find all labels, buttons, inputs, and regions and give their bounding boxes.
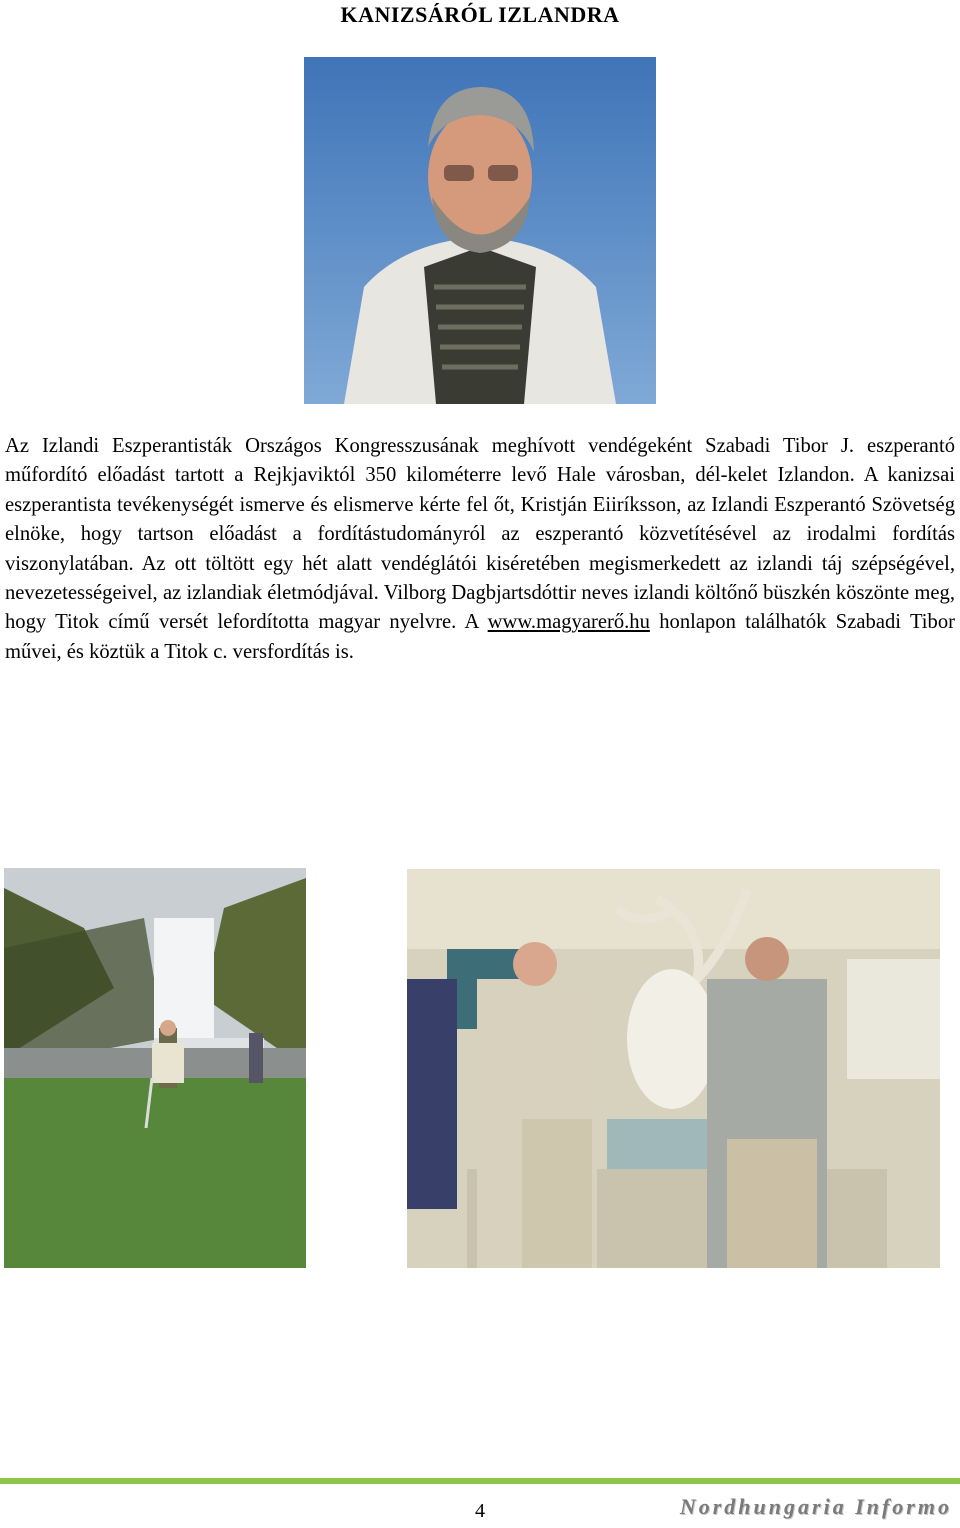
museum-photo	[407, 869, 940, 1268]
article-text-end: honlapon találhatók Szabadi Tibor művei, és köztük a Titok c. versfordítás is.	[5, 611, 955, 663]
footer-rule	[0, 1478, 960, 1484]
brand-name: Nordhungaria Informo	[679, 1494, 952, 1519]
website-link[interactable]: www.magyarerő.hu	[487, 611, 650, 634]
page-number: 4	[475, 1500, 485, 1522]
page-title: KANIZSÁRÓL IZLANDRA	[340, 2, 620, 27]
article-paragraph	[5, 432, 955, 667]
article-body	[5, 432, 955, 667]
waterfall-photo	[4, 868, 306, 1268]
article-text: Az Izlandi Eszperantisták Országos Kongresszusának meghívott vendégeként Szabadi Tibor J. eszperantó műfordító előadást tartott a Rejkjaviktól 350 kilométerre levő Hale városban, dél-kelet Izlandon. A kanizsai eszperantista tevékenységét ismerve és elismerve kérte fel őt, Kristján Eiiríksson, az Izlandi Eszperantó Szövetség elnöke, hogy tartson előadást a fordítástudományról az eszperantó közvetítésével az irodalmi fordítás viszonylatában. Az ott töltött egy hét alatt vendéglátói kiséretében megismerkedett az izlandi táj szépségével, nevezetességeivel, az izlandiak életmódjával. Vilborg Dagbjartsdóttir neves izlandi költőnő büszkén köszönte meg, hogy Titok című versét lefordította magyar nyelvre. A	[5, 435, 955, 634]
portrait-photo	[304, 57, 656, 404]
